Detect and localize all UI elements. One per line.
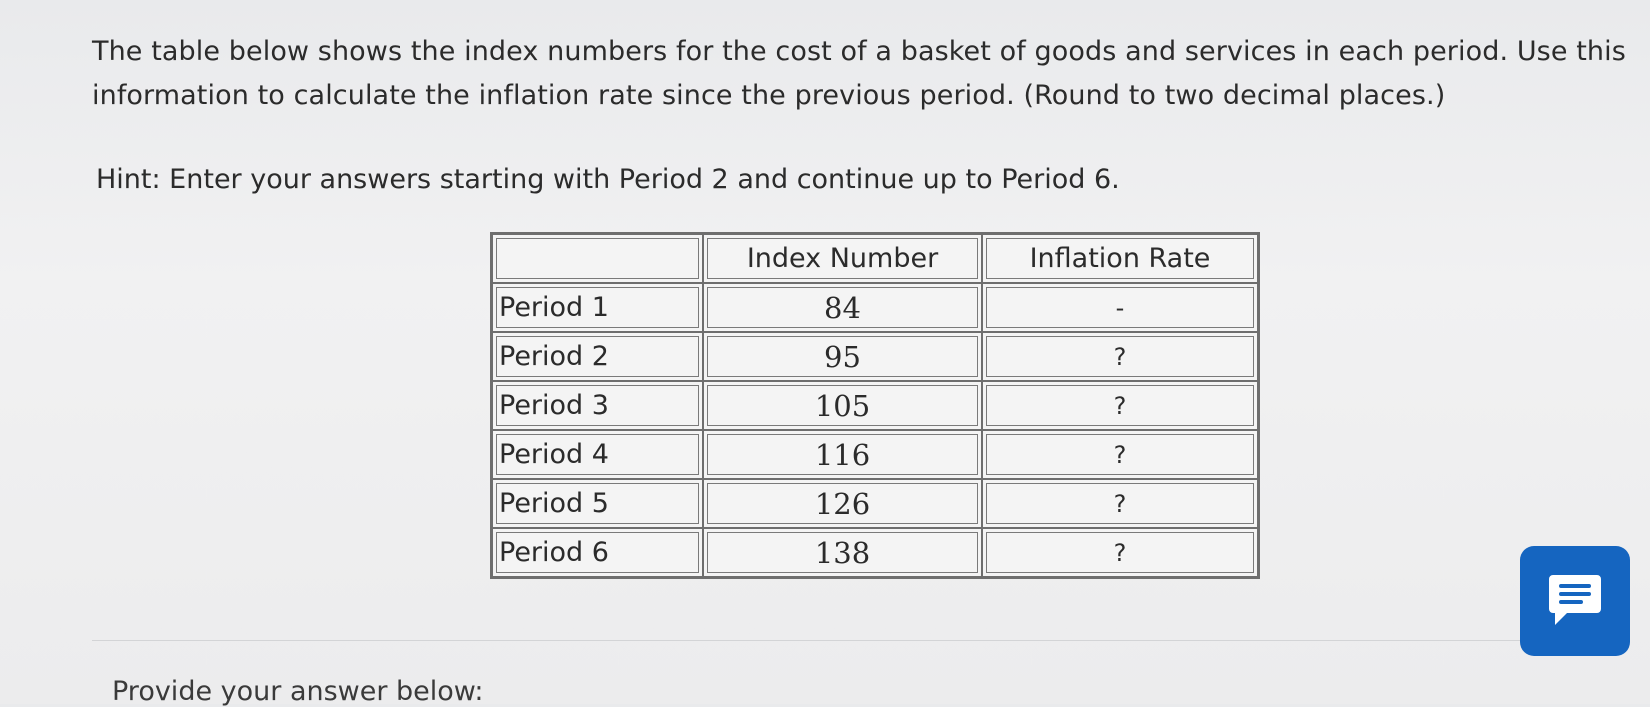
question-text: The table below shows the index numbers for the cost of a basket of goods and services in each period. Use this information to calculate the inflation rate since the previous period. (Round to two decimal places.): [92, 36, 1626, 111]
index-table: [490, 232, 1260, 579]
table-row: [492, 479, 1258, 528]
period-cell: Period 4: [492, 430, 703, 479]
period-cell: Period 1: [492, 283, 703, 332]
rate-cell: -: [982, 283, 1258, 332]
chat-icon: [1543, 567, 1607, 635]
index-cell: 95: [703, 332, 982, 381]
rate-cell: ?: [982, 381, 1258, 430]
table-row: [492, 332, 1258, 381]
table-row: [492, 283, 1258, 332]
answer-prompt: Provide your answer below:: [112, 676, 484, 707]
table-header-row: [492, 234, 1258, 283]
index-cell: 105: [703, 381, 982, 430]
rate-cell: ?: [982, 528, 1258, 577]
index-cell: 138: [703, 528, 982, 577]
index-cell: 116: [703, 430, 982, 479]
index-cell: 126: [703, 479, 982, 528]
rate-cell: ?: [982, 332, 1258, 381]
header-cell-inflation-rate: Inflation Rate: [982, 234, 1258, 283]
section-divider: [92, 640, 1552, 641]
period-cell: Period 3: [492, 381, 703, 430]
header-cell-blank: [492, 234, 703, 283]
chat-button[interactable]: [1520, 546, 1630, 656]
table-row: [492, 381, 1258, 430]
table-row: [492, 528, 1258, 577]
index-cell: 84: [703, 283, 982, 332]
period-cell: Period 6: [492, 528, 703, 577]
hint-text: Hint: Enter your answers starting with Period 2 and continue up to Period 6.: [96, 164, 1120, 195]
period-cell: Period 5: [492, 479, 703, 528]
question-text-block: [92, 30, 1632, 118]
rate-cell: ?: [982, 430, 1258, 479]
period-cell: Period 2: [492, 332, 703, 381]
table-row: [492, 430, 1258, 479]
rate-cell: ?: [982, 479, 1258, 528]
header-cell-index-number: Index Number: [703, 234, 982, 283]
